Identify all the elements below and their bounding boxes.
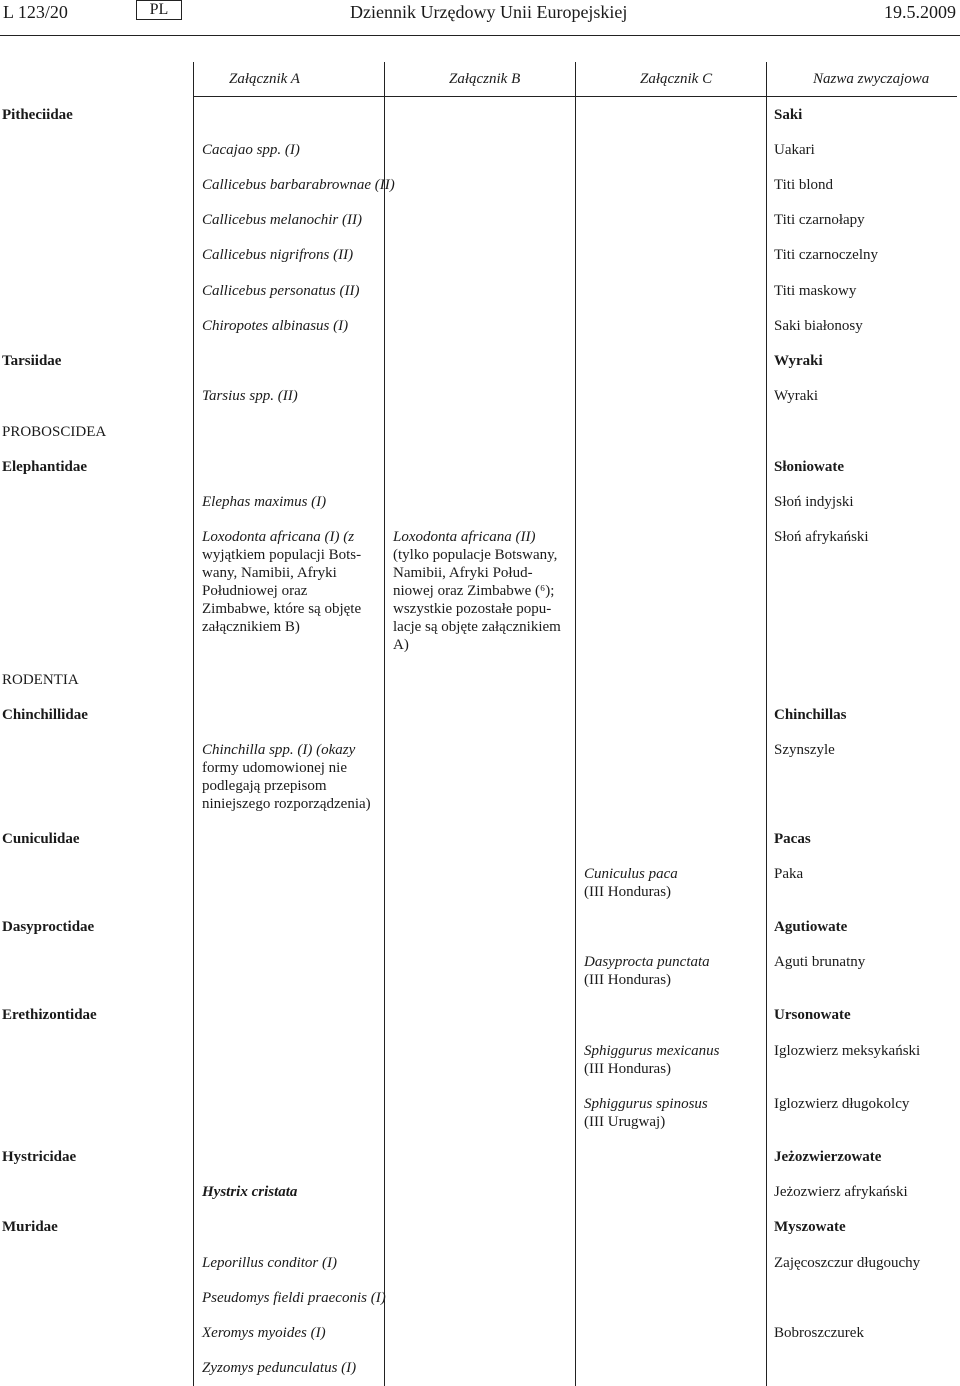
common-name: Titi czarnołapy	[774, 212, 865, 228]
family-common-name: Chinchillas	[774, 707, 847, 723]
species-annex-c	[584, 865, 678, 901]
column-divider	[193, 62, 194, 1386]
family-name: Chinchillidae	[2, 707, 88, 723]
species-annex-a: Callicebus personatus (II)	[202, 283, 360, 299]
species-annex-a: Zyzomys pedunculatus (I)	[202, 1360, 357, 1376]
text-line: A)	[393, 637, 409, 653]
common-name: Iglozwierz długokolcy	[774, 1096, 910, 1112]
species-annex-a: Xeromys myoides (I)	[202, 1325, 326, 1341]
journal-title: Dziennik Urzędowy Unii Europejskiej	[350, 2, 628, 22]
header-rule	[0, 35, 960, 36]
text-line: niowej oraz Zimbabwe (⁶);	[393, 583, 555, 599]
common-name: Aguti brunatny	[774, 954, 866, 970]
species-annex-a: Callicebus nigrifrons (II)	[202, 247, 354, 263]
text-line: (III Honduras)	[584, 884, 672, 900]
species-annex-a: Tarsius spp. (II)	[202, 388, 298, 404]
species-annex-b	[393, 528, 561, 654]
family-common-name: Ursonowate	[774, 1007, 851, 1023]
common-name: Titi czarnoczelny	[774, 247, 878, 263]
species-annex-a: Pseudomys fieldi praeconis (I)	[202, 1290, 386, 1306]
common-name: Titi blond	[774, 177, 834, 193]
family-name: Elephantidae	[2, 459, 88, 475]
text-line: Cuniculus paca	[584, 866, 678, 882]
text-line: Sphiggurus spinosus	[584, 1096, 708, 1112]
species-annex-a: Chiropotes albinasus (I)	[202, 318, 349, 334]
text-line: Dasyprocta punctata	[584, 954, 710, 970]
family-name: Erethizontidae	[2, 1007, 97, 1023]
text-line: wany, Namibii, Afryki	[202, 565, 337, 581]
order-name: RODENTIA	[2, 672, 79, 688]
family-name: Pitheciidae	[2, 107, 73, 123]
species-annex-c	[584, 953, 710, 989]
common-name: Iglozwierz meksykański	[774, 1043, 921, 1059]
family-name: Cuniculidae	[2, 831, 80, 847]
text-line: (tylko populacje Botswany,	[393, 547, 558, 563]
common-name: Jeżozwierz afrykański	[774, 1184, 908, 1200]
text-line: (III Honduras)	[584, 972, 672, 988]
family-common-name: Myszowate	[774, 1219, 846, 1235]
species-annex-a: Callicebus barbarabrownae (II)	[202, 177, 395, 193]
page-number: L 123/20	[3, 2, 68, 22]
column-divider	[384, 62, 385, 1386]
family-name: Muridae	[2, 1219, 58, 1235]
family-name: Dasyproctidae	[2, 919, 95, 935]
common-name: Titi maskowy	[774, 283, 857, 299]
family-name: Hystricidae	[2, 1149, 77, 1165]
text-line: lacje są objęte załącznikiem	[393, 619, 561, 635]
common-name: Saki białonosy	[774, 318, 863, 334]
common-name: Słoń afrykański	[774, 529, 869, 545]
text-line: podlegają przepisom	[202, 778, 327, 794]
page-header	[0, 0, 960, 26]
column-header-common-name: Nazwa zwyczajowa	[813, 71, 930, 87]
family-common-name: Saki	[774, 107, 803, 123]
family-common-name: Wyraki	[774, 353, 823, 369]
column-header-row	[0, 62, 960, 94]
family-common-name: Pacas	[774, 831, 811, 847]
column-header-annex-c: Załącznik C	[640, 71, 713, 87]
text-line: Chinchilla spp. (I) (okazy	[202, 742, 356, 758]
text-line: Zimbabwe, które są objęte	[202, 601, 362, 617]
common-name: Szynszyle	[774, 742, 835, 758]
order-name: PROBOSCIDEA	[2, 424, 107, 440]
species-annex-a: Callicebus melanochir (II)	[202, 212, 362, 228]
common-name: Zajęcoszczur długouchy	[774, 1255, 921, 1271]
species-annex-c	[584, 1042, 719, 1078]
common-name: Uakari	[774, 142, 815, 158]
text-line: Sphiggurus mexicanus	[584, 1043, 720, 1059]
species-annex-a	[202, 528, 361, 636]
species-annex-c	[584, 1095, 708, 1131]
text-line: Loxodonta africana (II)	[393, 529, 536, 545]
species-annex-a: Leporillus conditor (I)	[202, 1255, 337, 1271]
species-annex-a: Cacajao spp. (I)	[202, 142, 300, 158]
text-line: formy udomowionej nie	[202, 760, 347, 776]
column-header-annex-b: Załącznik B	[449, 71, 521, 87]
family-common-name: Słoniowate	[774, 459, 845, 475]
species-annex-a	[202, 741, 371, 813]
column-divider	[575, 62, 576, 1386]
family-common-name: Jeżozwierzowate	[774, 1149, 882, 1165]
family-common-name: Agutiowate	[774, 919, 848, 935]
text-line: załącznikiem B)	[202, 619, 300, 635]
text-line: Loxodonta africana (I) (z	[202, 529, 355, 545]
text-line: Namibii, Afryki Połud-	[393, 565, 533, 581]
common-name: Słoń indyjski	[774, 494, 854, 510]
common-name: Paka	[774, 866, 804, 882]
column-divider	[766, 62, 767, 1386]
text-line: Południowej oraz	[202, 583, 308, 599]
text-line: (III Urugwaj)	[584, 1114, 666, 1130]
common-name: Bobroszczurek	[774, 1325, 864, 1341]
column-header-annex-a: Załącznik A	[229, 71, 300, 87]
family-name: Tarsiidae	[2, 353, 62, 369]
species-annex-a: Elephas maximus (I)	[202, 494, 327, 510]
text-line: (III Honduras)	[584, 1061, 672, 1077]
common-name: Wyraki	[774, 388, 819, 404]
text-line: wszystkie pozostałe popu-	[393, 601, 552, 617]
publication-date: 19.5.2009	[884, 2, 956, 22]
text-line: wyjątkiem populacji Bots-	[202, 547, 362, 563]
language-badge: PL	[136, 0, 182, 20]
species-annex-a: Hystrix cristata	[202, 1184, 298, 1200]
text-line: niniejszego rozporządzenia)	[202, 796, 371, 812]
